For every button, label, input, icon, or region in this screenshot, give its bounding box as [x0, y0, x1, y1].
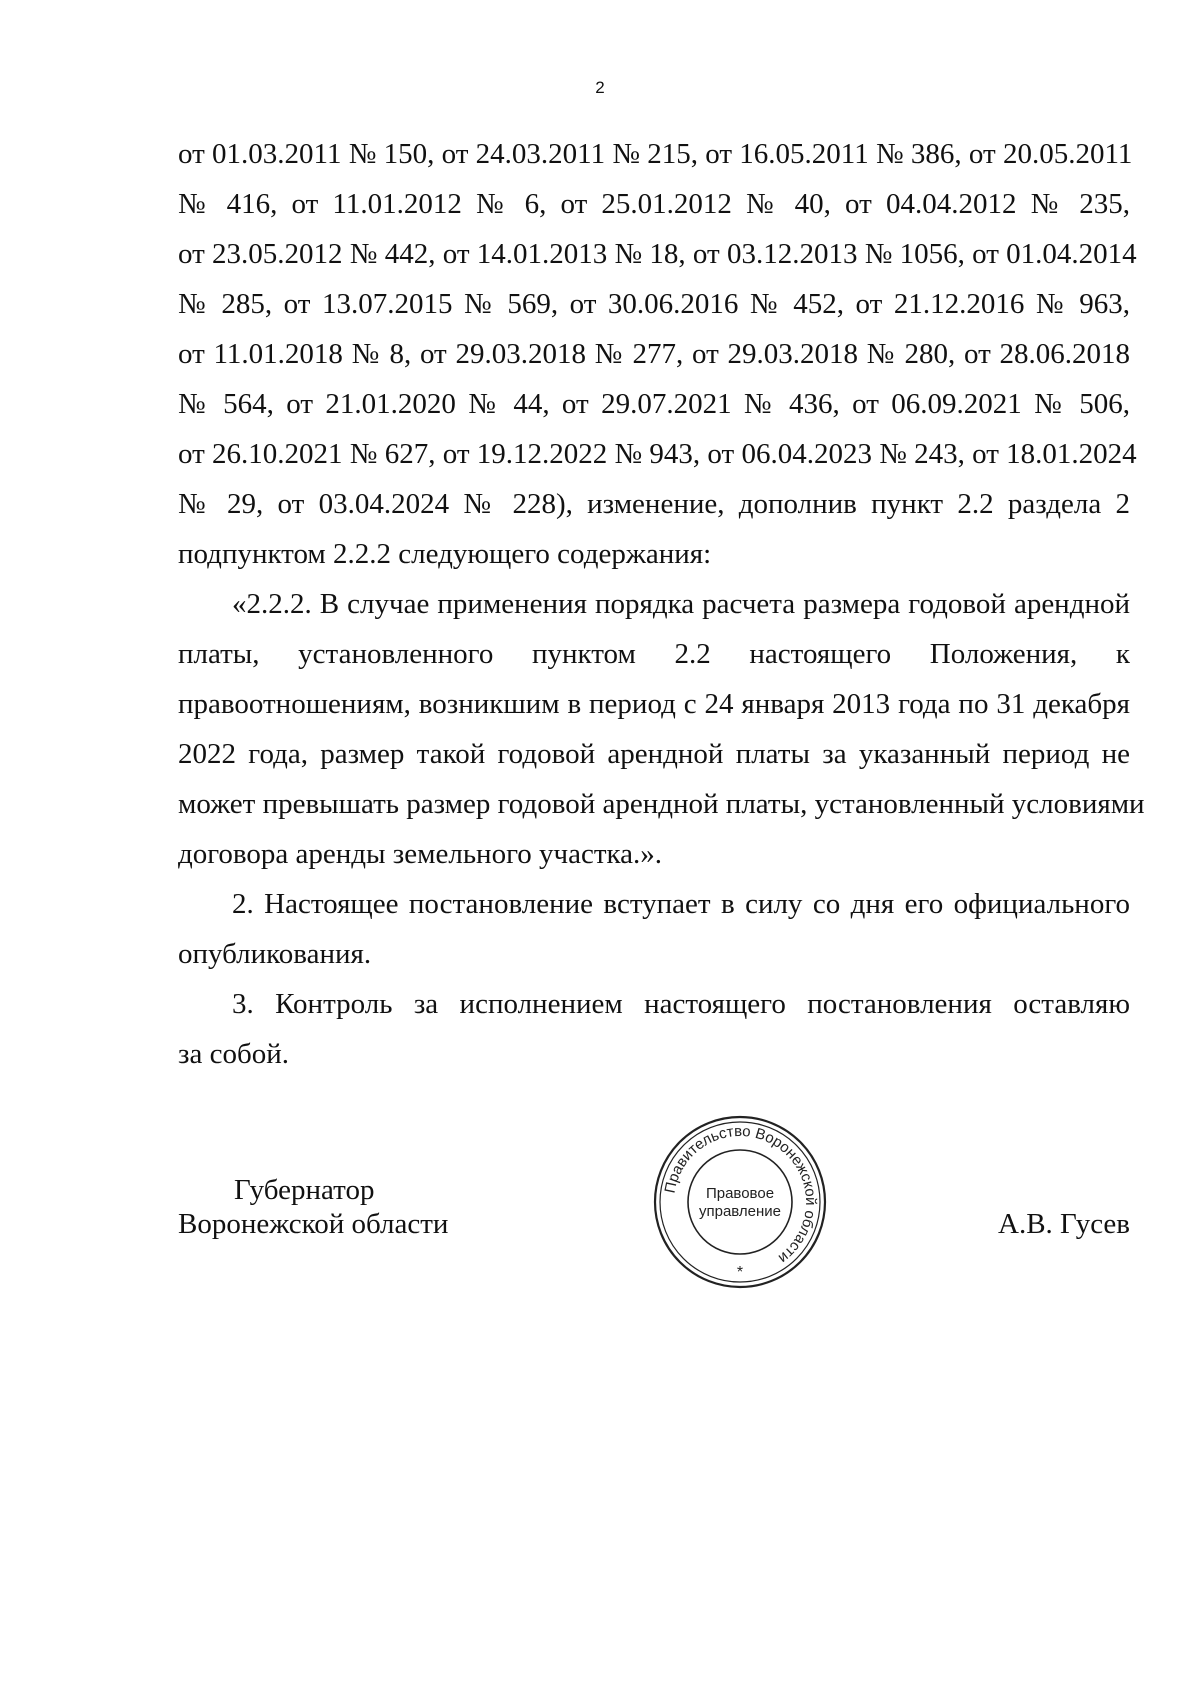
seal-center-line-1: Правовое — [705, 1185, 775, 1202]
body-line-7: от 26.10.2021 № 627, от 19.12.2022 № 943, от 06.04.2023 № 243, от 18.01.2024 — [178, 438, 1137, 470]
page-number: 2 — [595, 78, 605, 97]
signatory-position-line-2: Воронежской области — [178, 1208, 449, 1240]
seal-ring-text: Правительство Воронежской области — [661, 1122, 820, 1267]
quote-line-1: «2.2.2. В случае применения порядка расчета размера годовой арендной — [232, 588, 1130, 620]
seal-inner-ring — [688, 1150, 792, 1254]
signatory-position-line-1: Губернатор — [234, 1174, 375, 1206]
item3-line-1: 3. Контроль за исполнением настоящего постановления оставляю — [232, 988, 1130, 1020]
quote-line-6: договора аренды земельного участка.». — [178, 838, 663, 870]
signatory-name: А.В. Гусев — [998, 1208, 1130, 1240]
item2-line-1: 2. Настоящее постановление вступает в силу со дня его официального — [232, 888, 1130, 920]
seal-center-line-2: управление — [698, 1203, 782, 1220]
seal-outer-ring — [655, 1117, 825, 1287]
body-line-3: от 23.05.2012 № 442, от 14.01.2013 № 18, от 03.12.2013 № 1056, от 01.04.2014 — [178, 238, 1137, 270]
body-line-4: № 285, от 13.07.2015 № 569, от 30.06.2016 № 452, от 21.12.2016 № 963, — [178, 288, 1130, 320]
seal-outer-ring-inner — [660, 1122, 820, 1282]
body-line-2: № 416, от 11.01.2012 № 6, от 25.01.2012 № 40, от 04.04.2012 № 235, — [178, 188, 1130, 220]
body-line-9: подпунктом 2.2.2 следующего содержания: — [178, 538, 712, 570]
body-line-8: № 29, от 03.04.2024 № 228), изменение, дополнив пункт 2.2 раздела 2 — [178, 488, 1130, 520]
body-line-6: № 564, от 21.01.2020 № 44, от 29.07.2021 № 436, от 06.09.2021 № 506, — [178, 388, 1130, 420]
item2-line-2: опубликования. — [178, 938, 372, 970]
quote-line-3: правоотношениям, возникшим в период с 24 января 2013 года по 31 декабря — [178, 688, 1130, 720]
body-line-1: от 01.03.2011 № 150, от 24.03.2011 № 215, от 16.05.2011 № 386, от 20.05.2011 — [178, 138, 1133, 170]
item3-line-2: за собой. — [178, 1038, 289, 1070]
seal-star: * — [736, 1264, 744, 1281]
official-seal — [650, 1112, 830, 1292]
quote-line-4: 2022 года, размер такой годовой арендной платы за указанный период не — [178, 738, 1130, 770]
quote-line-2: платы, установленного пунктом 2.2 настоящего Положения, к — [178, 638, 1130, 670]
body-line-5: от 11.01.2018 № 8, от 29.03.2018 № 277, от 29.03.2018 № 280, от 28.06.2018 — [178, 338, 1130, 370]
quote-line-5: может превышать размер годовой арендной платы, установленный условиями — [178, 788, 1145, 820]
